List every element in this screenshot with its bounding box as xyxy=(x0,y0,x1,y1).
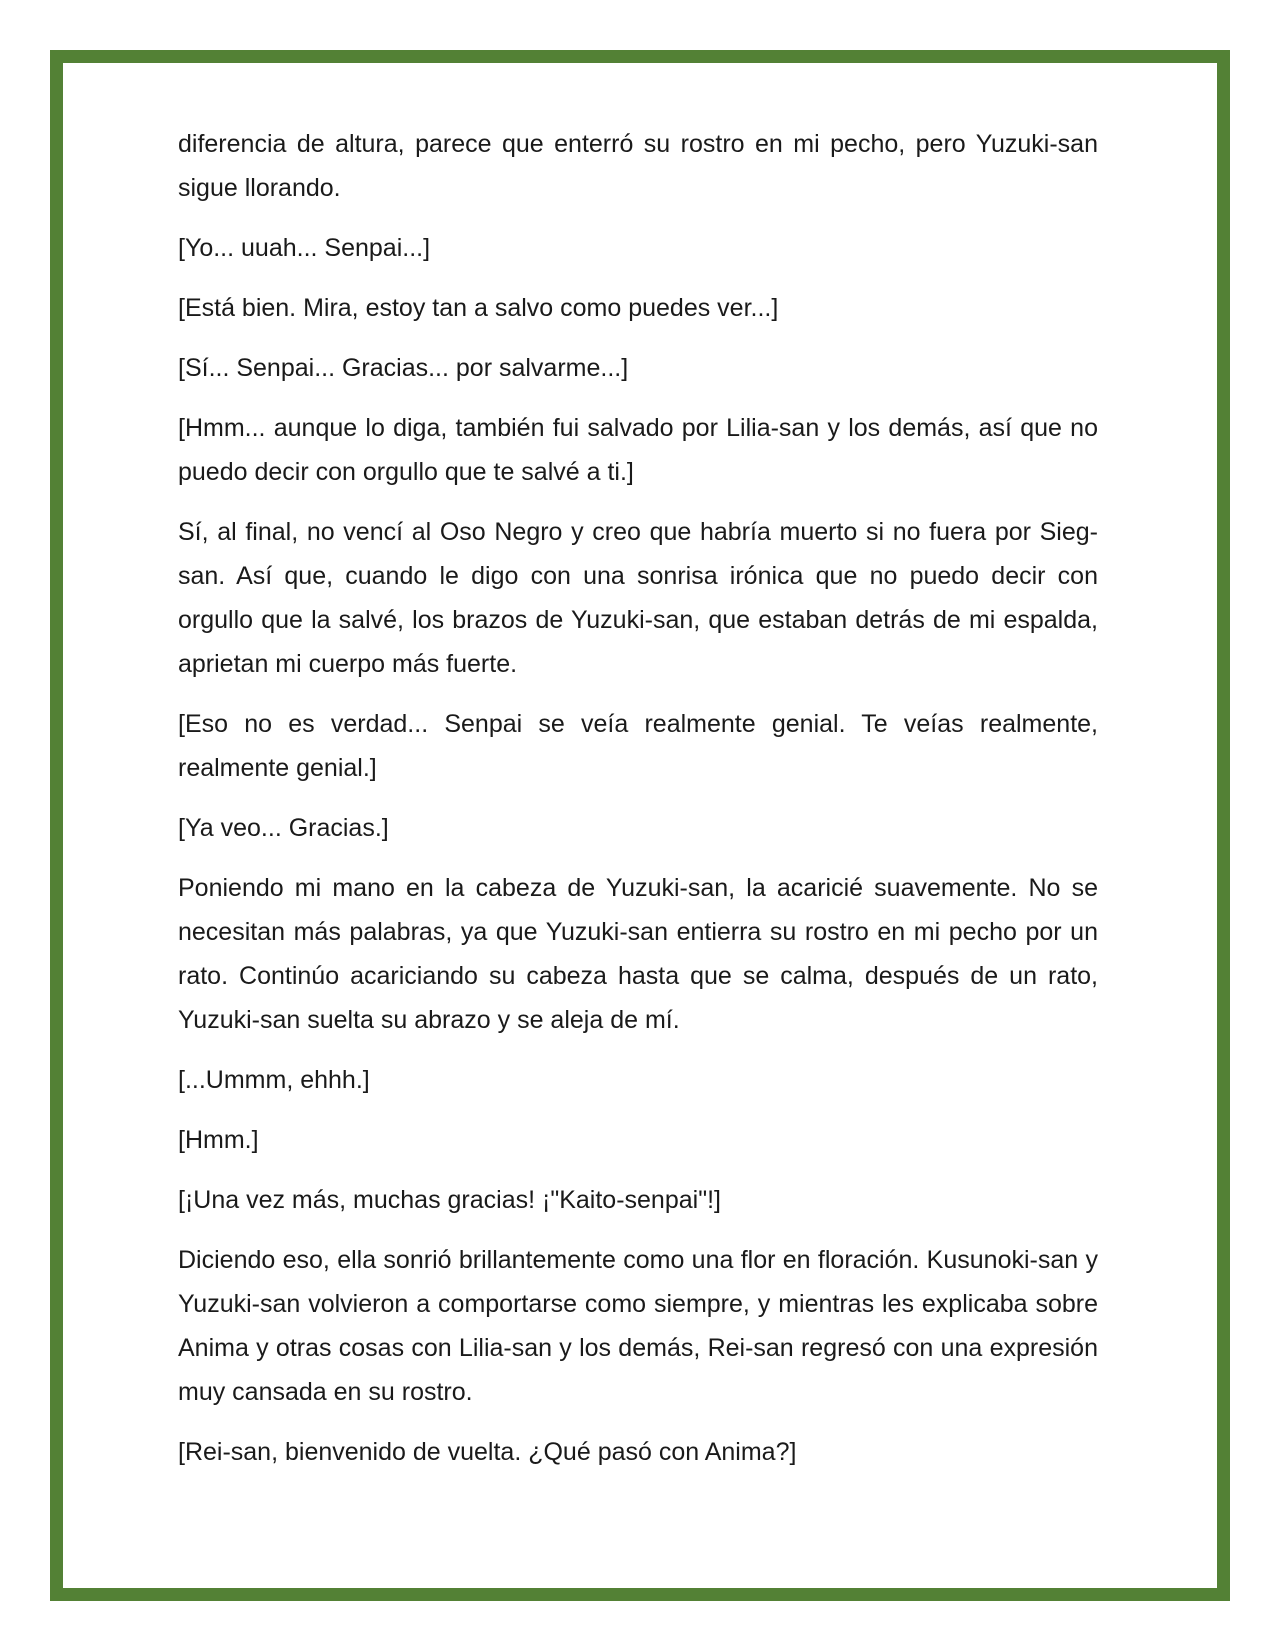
document-body xyxy=(178,122,1098,1490)
dialogue-line: [Rei-san, bienvenido de vuelta. ¿Qué pasó con Anima?] xyxy=(178,1438,797,1466)
dialogue-line: [Está bien. Mira, estoy tan a salvo como puedes ver...] xyxy=(178,294,779,322)
dialogue-line: [...Ummm, ehhh.] xyxy=(178,1066,370,1094)
dialogue-line: [Ya veo... Gracias.] xyxy=(178,814,389,842)
dialogue-line: [Hmm... aunque lo diga, también fui salvado por Lilia-san y los demás, así que no puedo decir con orgullo que te salvé a ti.] xyxy=(178,414,1098,486)
paragraph: Sí, al final, no vencí al Oso Negro y creo que habría muerto si no fuera por Sieg-san. Así que, cuando le digo con una sonrisa irónica que no puedo decir con orgullo que la salvé, los brazos de Yuzuki-san, que estaban detrás de mi espalda, aprietan mi cuerpo más fuerte. xyxy=(178,518,1098,678)
paragraph: diferencia de altura, parece que enterró su rostro en mi pecho, pero Yuzuki-san sigue llorando. xyxy=(178,130,1098,202)
paragraph: Poniendo mi mano en la cabeza de Yuzuki-san, la acaricié suavemente. No se necesitan más palabras, ya que Yuzuki-san entierra su rostro en mi pecho por un rato. Continúo acariciando su cabeza hasta que se calma, después de un rato, Yuzuki-san suelta su abrazo y se aleja de mí. xyxy=(178,874,1098,1034)
dialogue-line: [¡Una vez más, muchas gracias! ¡"Kaito-senpai"!] xyxy=(178,1186,721,1214)
dialogue-line: [Yo... uuah... Senpai...] xyxy=(178,234,431,262)
dialogue-line: [Hmm.] xyxy=(178,1126,259,1154)
dialogue-line: [Sí... Senpai... Gracias... por salvarme...] xyxy=(178,354,629,382)
dialogue-line: [Eso no es verdad... Senpai se veía realmente genial. Te veías realmente, realmente genial.] xyxy=(178,710,1098,782)
paragraph: Diciendo eso, ella sonrió brillantemente como una flor en floración. Kusunoki-san y Yuzuki-san volvieron a comportarse como siempre, y mientras les explicaba sobre Anima y otras cosas con Lilia-san y los demás, Rei-san regresó con una expresión muy cansada en su rostro. xyxy=(178,1246,1098,1406)
